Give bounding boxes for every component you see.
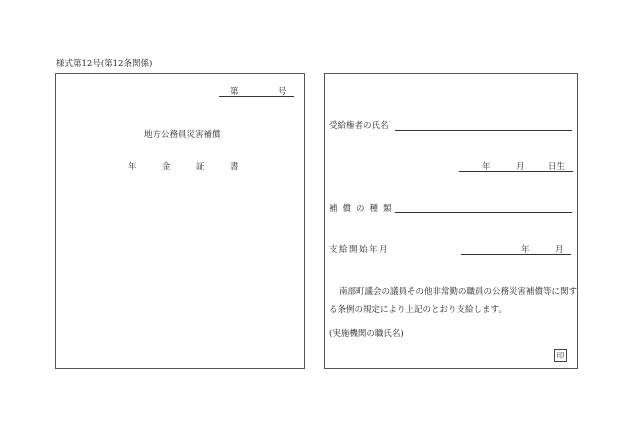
certificate-left-panel [55, 73, 305, 369]
title-char-3: 証 [196, 162, 205, 172]
compensation-type-line [395, 212, 572, 213]
statement-line-2: る条例の規定により上記のとおり支給します。 [329, 305, 507, 315]
seal-mark: 印 [554, 349, 567, 362]
certificate-right-panel [324, 73, 578, 369]
recipient-name-line [395, 130, 572, 131]
title-char-2: 金 [162, 162, 171, 172]
payment-start-label: 支給開始年月 [329, 245, 390, 255]
start-month-label: 月 [555, 245, 564, 255]
recipient-name-label: 受給権者の氏名 [329, 121, 389, 131]
title-char-4: 書 [230, 162, 239, 172]
number-underline [219, 96, 294, 97]
certificate-subtitle: 地方公務員災害補償 [144, 130, 221, 140]
birth-month-label: 月 [516, 162, 525, 172]
birth-day-label: 日生 [548, 162, 566, 172]
statement-line-1: 南部町議会の議員その他非常勤の職員の公務災害補償等に関す [339, 287, 578, 297]
agency-label: (実施機関の職氏名) [329, 329, 404, 339]
birth-year-label: 年 [482, 162, 491, 172]
number-label-go: 号 [278, 87, 287, 97]
payment-start-line [461, 254, 571, 255]
compensation-type-label: 補償の種類 [329, 204, 397, 214]
number-label-dai: 第 [230, 87, 239, 97]
start-year-label: 年 [521, 245, 530, 255]
title-char-1: 年 [128, 162, 137, 172]
form-reference: 様式第12号(第12条関係) [56, 59, 153, 69]
birthdate-line [459, 171, 573, 172]
